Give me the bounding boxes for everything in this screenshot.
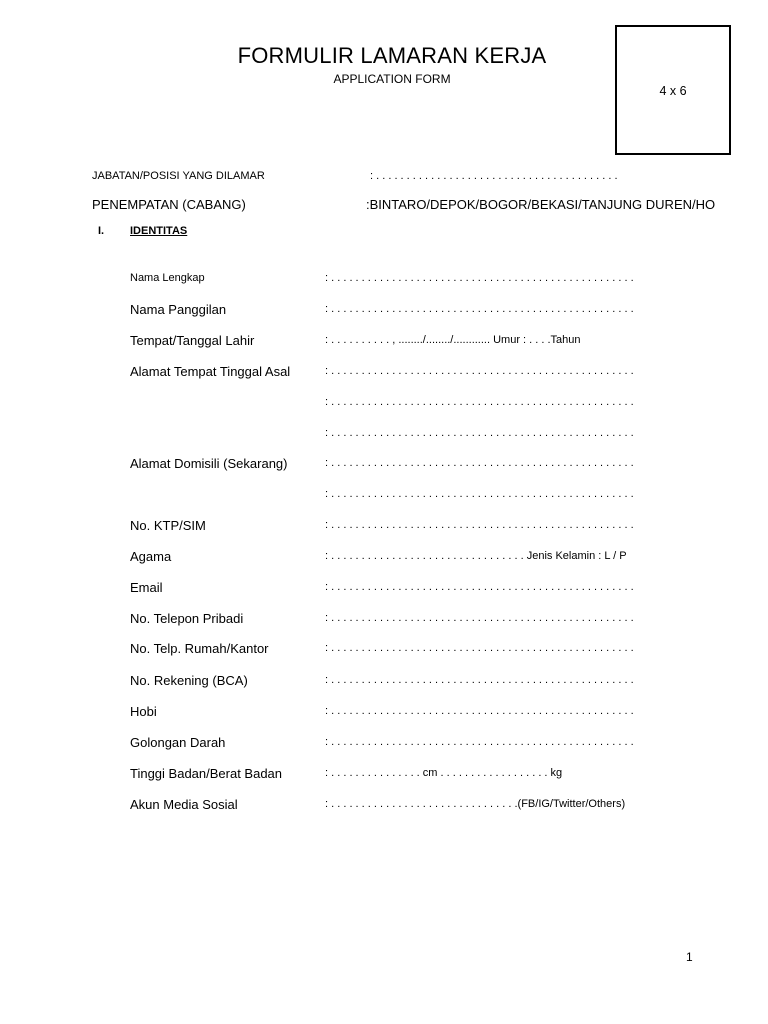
position-label: JABATAN/POSISI YANG DILAMAR (92, 170, 265, 182)
placement-value: :BINTARO/DEPOK/BOGOR/BEKASI/TANJUNG DUREN/HO (366, 197, 716, 212)
field-label: Alamat Domisili (Sekarang) (130, 456, 288, 471)
field-label: Tempat/Tanggal Lahir (130, 333, 255, 348)
section-title: IDENTITAS (130, 225, 188, 237)
field-value[interactable]: : . . . . . . . . . . . . . . . . . . . . . . . . . . . . . . . . . . . . . . . . . . . . . . . . . . (325, 612, 634, 624)
field-value[interactable]: : . . . . . . . . . . . . . . . . . . . . . . . . . . . . . . . . . . . . . . . . . . . . . . . . . . (325, 272, 634, 284)
section-number: I. (98, 225, 105, 237)
field-value[interactable]: : . . . . . . . . . . . . . . . . . . . . . . . . . . . . . . . . . . . . . . . . . . . . . . . . . . (325, 736, 634, 748)
field-label: No. Telp. Rumah/Kantor (130, 641, 269, 656)
field-label: Nama Lengkap (130, 272, 205, 284)
field-label: Akun Media Sosial (130, 797, 238, 812)
photo-size-label: 4 x 6 (659, 84, 687, 98)
page-number: 1 (686, 950, 693, 964)
field-value[interactable]: : . . . . . . . . . . . . . . . . . . . . . . . . . . . . . . . . . . . . . . . . . . . . . . . . . . (325, 365, 634, 377)
field-label: No. Telepon Pribadi (130, 611, 244, 626)
field-value[interactable]: : . . . . . . . . . . . . . . . . . . . . . . . . . . . . . . . . . . . . . . . . . . . . . . . . . . (325, 674, 634, 686)
field-value[interactable]: : . . . . . . . . . . . . . . . . . . . . . . . . . . . . . . . . . . . . . . . . . . . . . . . . . . (325, 519, 634, 531)
position-value[interactable]: : . . . . . . . . . . . . . . . . . . . . . . . . . . . . . . . . . . . . . . . . (370, 170, 618, 182)
field-label: Email (130, 580, 163, 595)
field-label: Hobi (130, 704, 157, 719)
field-value[interactable]: : . . . . . . . . . . . . . . . . . . . . . . . . . . . . . . .(FB/IG/Twitter/Others) (325, 798, 626, 810)
field-value[interactable]: : . . . . . . . . . . . . . . . . . . . . . . . . . . . . . . . . . . . . . . . . . . . . . . . . . . (325, 396, 634, 408)
field-value[interactable]: : . . . . . . . . . . . . . . . . . . . . . . . . . . . . . . . . . . . . . . . . . . . . . . . . . . (325, 303, 634, 315)
field-label: Golongan Darah (130, 735, 226, 750)
placement-label: PENEMPATAN (CABANG) (92, 197, 246, 212)
form-title: FORMULIR LAMARAN KERJA (237, 43, 547, 68)
field-label: Nama Panggilan (130, 302, 227, 317)
field-label: No. KTP/SIM (130, 518, 206, 533)
field-value[interactable]: : . . . . . . . . . . . . . . . . . . . . . . . . . . . . . . . . . . . . . . . . . . . . . . . . . . (325, 427, 634, 439)
form-subtitle: APPLICATION FORM (333, 72, 451, 86)
field-label: Alamat Tempat Tinggal Asal (130, 364, 291, 379)
field-value[interactable]: : . . . . . . . . . . . . . . . . . . . . . . . . . . . . . . . . . . . . . . . . . . . . . . . . . . (325, 581, 634, 593)
field-value[interactable]: : . . . . . . . . . . . . . . . . . . . . . . . . . . . . . . . . . . . . . . . . . . . . . . . . . . (325, 642, 634, 654)
field-label: Tinggi Badan/Berat Badan (130, 766, 283, 781)
field-value[interactable]: : . . . . . . . . . . . . . . . . . . . . . . . . . . . . . . . . Jenis Kelamin : L / P (325, 550, 627, 562)
field-value[interactable]: : . . . . . . . . . . . . . . . . . . . . . . . . . . . . . . . . . . . . . . . . . . . . . . . . . . (325, 705, 634, 717)
photo-box (615, 25, 731, 155)
field-value[interactable]: : . . . . . . . . . . . . . . . cm . . . . . . . . . . . . . . . . . . kg (325, 767, 563, 779)
field-value[interactable]: : . . . . . . . . . . , ......../......../............ Umur : . . . .Tahun (325, 334, 581, 346)
field-value[interactable]: : . . . . . . . . . . . . . . . . . . . . . . . . . . . . . . . . . . . . . . . . . . . . . . . . . . (325, 488, 634, 500)
field-value[interactable]: : . . . . . . . . . . . . . . . . . . . . . . . . . . . . . . . . . . . . . . . . . . . . . . . . . . (325, 457, 634, 469)
field-label: No. Rekening (BCA) (130, 673, 248, 688)
field-label: Agama (130, 549, 172, 564)
